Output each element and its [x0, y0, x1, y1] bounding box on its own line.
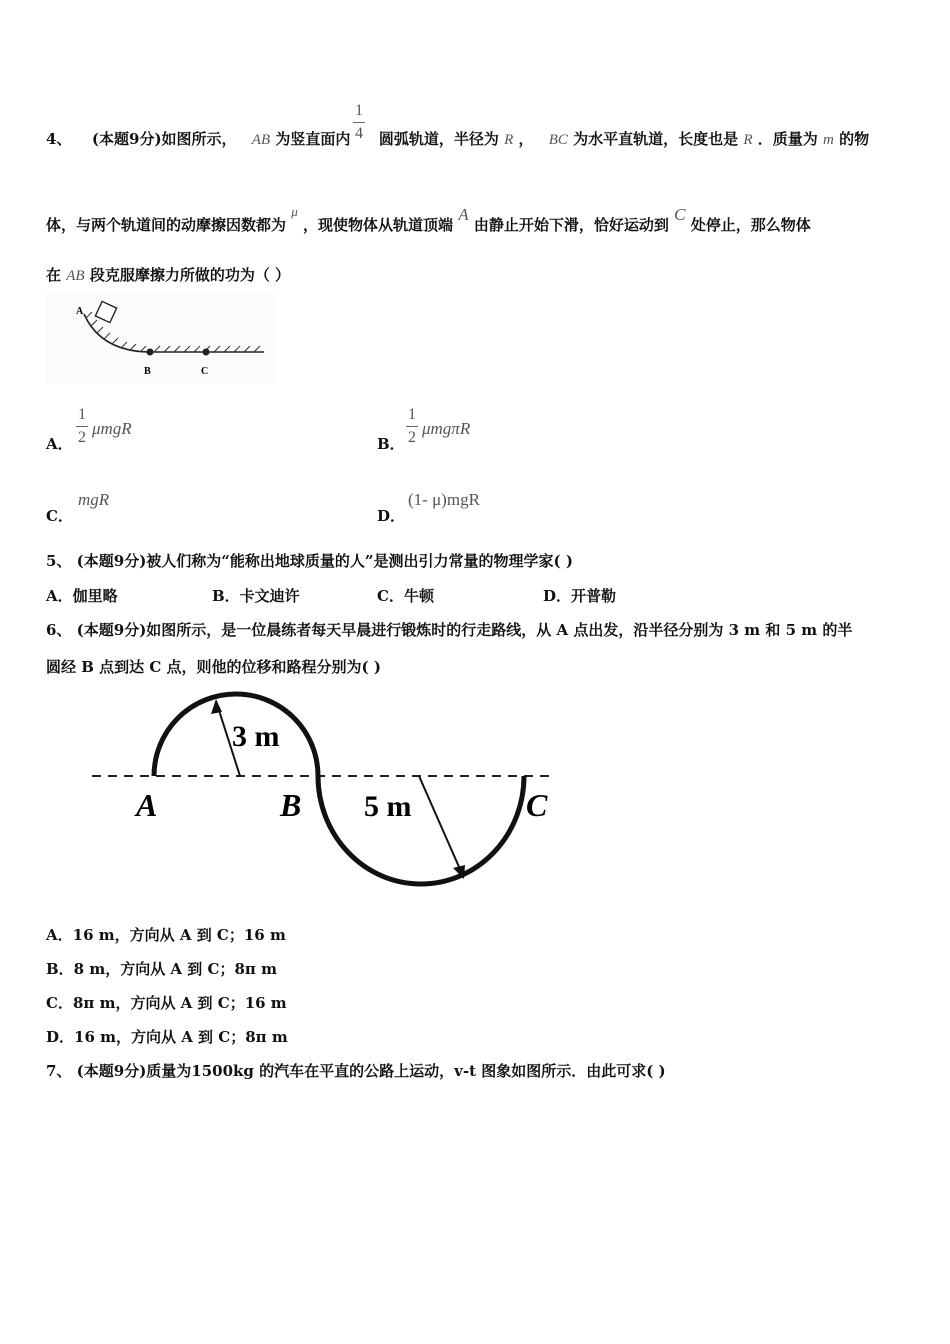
radius-arrow-large [419, 776, 463, 876]
q4-option-c-expr: mgR [78, 490, 110, 509]
point-b-label: B [280, 787, 302, 823]
q5-stem: 5、 (本题9分)被人们称为“能称出地球质量的人”是测出引力常量的物理学家( ) [46, 552, 573, 570]
q4-option-d-label[interactable]: D． [377, 507, 406, 525]
q6-option-c[interactable]: C．8π m，方向从 A 到 C；16 m [46, 994, 287, 1012]
q4-option-b-label[interactable]: B． [377, 435, 405, 453]
q5-option-d[interactable]: D．开普勒 [543, 587, 617, 605]
q4-option-a-fraction: 1 2 [78, 406, 86, 446]
label-a: A [76, 306, 84, 317]
q4-line3: 在 AB 段克服摩擦力所做的功为（ ） [46, 266, 291, 284]
q4-option-a-label[interactable]: A． [46, 435, 73, 453]
point-c-label: C [526, 787, 548, 823]
q6-option-b[interactable]: B．8 m，方向从 A 到 C；8π m [46, 960, 277, 978]
label-c: C [201, 366, 209, 377]
point-b [147, 349, 154, 356]
q4-option-c-label[interactable]: C． [46, 507, 73, 525]
point-a-label: A [136, 787, 158, 823]
q4-option-b-fraction: 1 2 [408, 406, 416, 446]
radius-3m-label: 3 m [232, 720, 280, 753]
q6-option-a[interactable]: A．16 m，方向从 A 到 C；16 m [46, 926, 286, 944]
q7-stem: 7、 (本题9分)质量为1500kg 的汽车在平直的公路上运动，v-t 图象如图所示．由此可求( ) [46, 1062, 666, 1080]
q6-option-d[interactable]: D．16 m，方向从 A 到 C；8π m [46, 1028, 288, 1046]
q5-option-a[interactable]: A．伽里略 [46, 587, 118, 605]
large-semicircle [318, 776, 524, 884]
q6-stem-line2: 圆经 B 点到达 C 点，则他的位移和路程分别为( ) [46, 658, 381, 676]
arrowhead-small [211, 699, 222, 714]
q6-path-figure [86, 688, 566, 898]
q6-stem-line1: 6、 (本题9分)如图所示，是一位晨练者每天早晨进行锻炼时的行走路线，从 A 点出发，沿半径分别为 3 m 和 5 m 的半 [46, 621, 853, 639]
q5-option-b[interactable]: B．卡文迪许 [212, 587, 300, 605]
q4-line1: 4、 (本题9分)如图所示， AB 为竖直面内 圆弧轨道，半径为 R ， BC 为水平直轨道，长度也是 R ．质量为 m 的物 [46, 130, 870, 148]
radius-5m-label: 5 m [364, 790, 412, 823]
q4-option-a-expr: μmgR [92, 419, 132, 438]
quarter-fraction: 1 4 [355, 102, 363, 142]
q4-track-figure [46, 292, 276, 384]
point-c [203, 349, 210, 356]
label-b: B [144, 366, 151, 377]
q4-option-b-expr: μmgπR [422, 419, 471, 438]
q4-line2: 体，与两个轨道间的动摩擦因数都为 μ ，现使物体从轨道顶端 A 由静止开始下滑，恰好运动到 C 处停止，那么物体 [46, 204, 811, 234]
q4-option-d-expr: (1- μ)mgR [408, 490, 480, 509]
q5-option-c[interactable]: C．牛顿 [377, 587, 434, 605]
